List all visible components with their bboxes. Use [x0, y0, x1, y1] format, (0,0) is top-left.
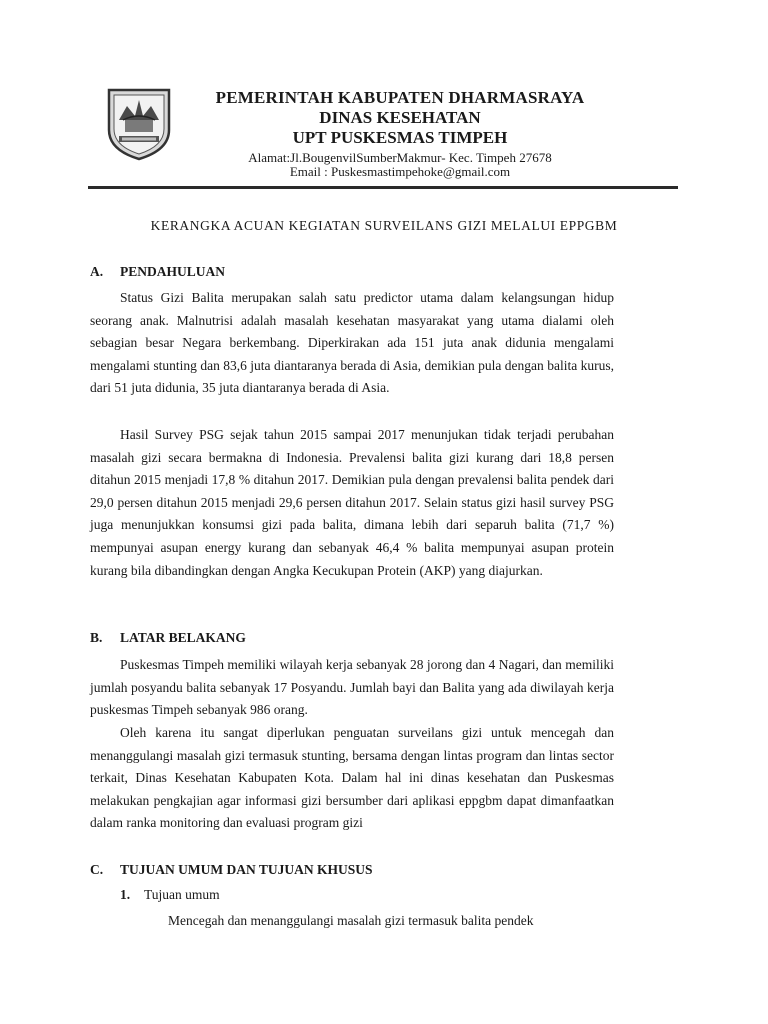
address: Alamat:Jl.BougenvilSumberMakmur- Kec. Timpeh 27678 [248, 150, 552, 165]
section-c-heading [90, 862, 373, 878]
letterhead-divider [88, 186, 678, 189]
unit-name: UPT PUSKESMAS TIMPEH [292, 128, 508, 147]
section-a-heading [90, 264, 225, 280]
section-b-paragraph-2: Oleh karena itu sangat diperlukan penguatan surveilans gizi untuk mencegah dan menanggulangi masalah gizi termasuk stunting, bersama dengan lintas program dan lintas sector terkait, Dinas Kesehatan Kabupaten Kota. Dalam hal ini dinas kesehatan dan Puskesmas melakukan pengkajian agar informasi gizi bersumber dari aplikasi eppgbm dapat dimanfaatkan dalam ranka monitoring dan evaluasi program gizi [90, 725, 614, 831]
tujuan-umum-number: 1. [120, 887, 131, 902]
agency-name: DINAS KESEHATAN [319, 108, 481, 127]
document-title: KERANGKA ACUAN KEGIATAN SURVEILANS GIZI MELALUI EPPGBM [150, 218, 618, 233]
section-a-title: PENDAHULUAN [120, 264, 226, 279]
government-name: PEMERINTAH KABUPATEN DHARMASRAYA [215, 88, 585, 107]
section-a-paragraph-1: Status Gizi Balita merupakan salah satu predictor utama dalam kelangsungan hidup seorang anak. Malnutrisi adalah masalah kesehatan masyarakat yang utama dialami oleh sebagian besar Negara berkembang. Diperkirakan ada 151 juta anak didunia mengalami mengalami stunting dan 83,6 juta diantaranya berada di Asia, demikian pula dengan balita kurus, dari 51 juta didunia, 35 juta diantaranya berada di Asia. [90, 290, 614, 396]
tujuan-umum-text: Mencegah dan menanggulangi masalah gizi termasuk balita pendek [168, 913, 534, 928]
section-b-paragraph-1: Puskesmas Timpeh memiliki wilayah kerja sebanyak 28 jorong dan 4 Nagari, dan memiliki jumlah posyandu balita sebanyak 17 Posyandu. Jumlah bayi dan Balita yang ada diwilayah kerja puskesmas Timpeh sebanyak 986 orang. [90, 657, 614, 718]
section-b-letter: B. [90, 630, 103, 645]
section-a-letter: A. [90, 264, 104, 279]
section-c-letter: C. [90, 862, 104, 877]
section-b-title: LATAR BELAKANG [120, 630, 246, 645]
letterhead [0, 0, 768, 190]
tujuan-umum-item [120, 887, 220, 903]
section-a-paragraph-2: Hasil Survey PSG sejak tahun 2015 sampai 2017 menunjukan tidak terjadi perubahan masalah gizi secara bermakna di Indonesia. Prevalensi balita gizi kurang dari 18,8 persen ditahun 2015 menjadi 17,8 % ditahun 2017. Demikian pula dengan prevalensi balita pendek dari 29,0 persen ditahun 2015 menjadi 29,6 persen ditahun 2017. Selain status gizi hasil survey PSG juga menunjukkan konsumsi gizi pada balita, dimana lebih dari separuh balita (71,7 %) mempunyai asupan energy kurang dan sebanyak 46,4 % balita mempunyai asupan protein kurang bila dibandingkan dengan Angka Kecukupan Protein (AKP) yang diajurkan. [90, 427, 614, 578]
kabupaten-dharmasraya-crest-icon [105, 86, 173, 162]
tujuan-umum-label: Tujuan umum [144, 887, 220, 902]
section-c-title: TUJUAN UMUM DAN TUJUAN KHUSUS [120, 862, 373, 877]
email: Email : Puskesmastimpehoke@gmail.com [289, 164, 511, 179]
section-b-heading [90, 630, 246, 646]
